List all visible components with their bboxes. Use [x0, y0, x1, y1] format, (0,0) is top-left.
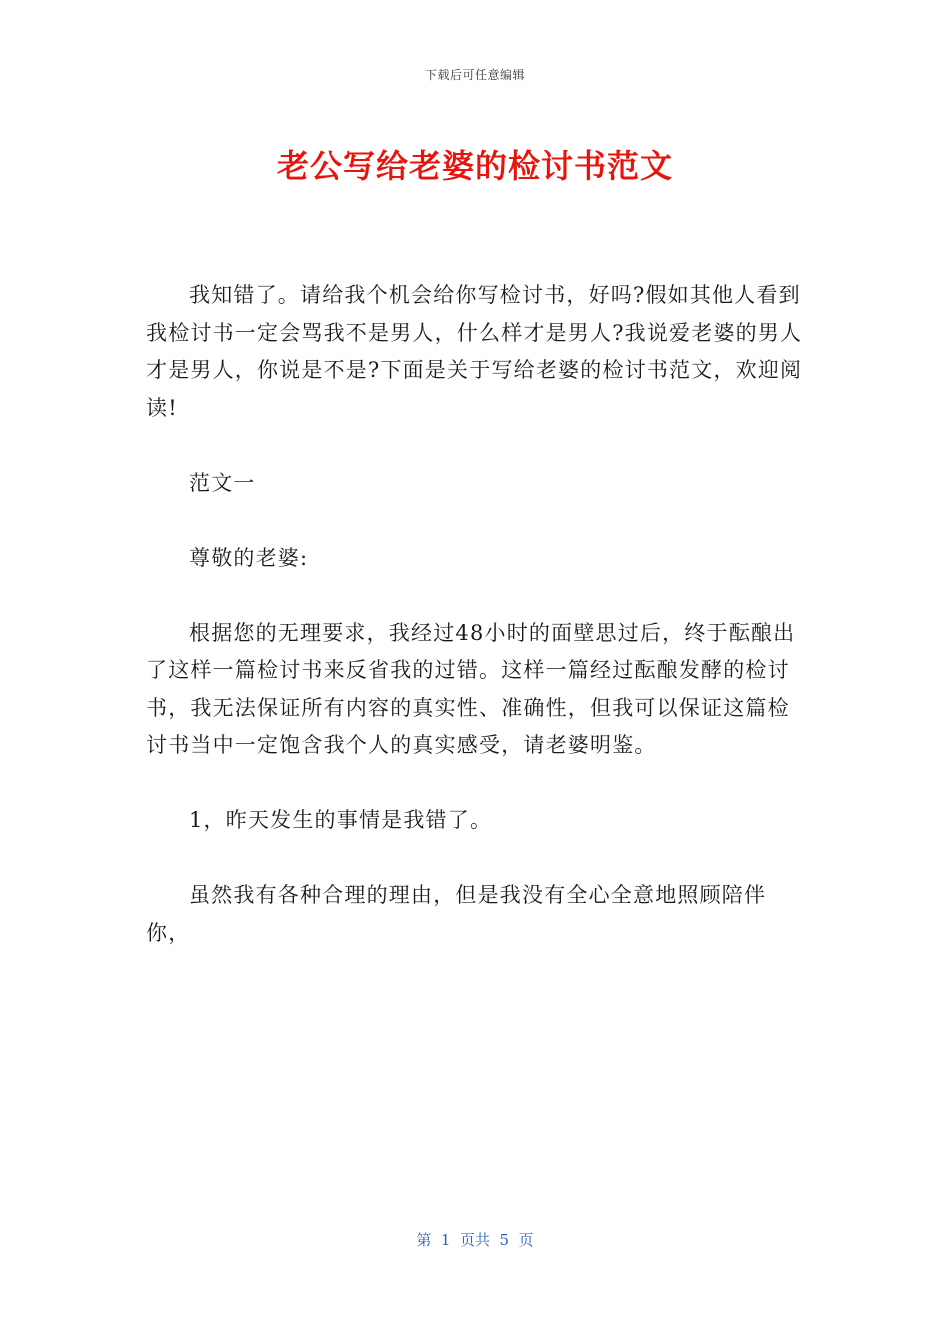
- page-header-note: 下载后可任意编辑: [424, 68, 525, 82]
- paragraph-body-2: 虽然我有各种合理的理由，但是我没有全心全意地照顾陪伴你，: [146, 883, 767, 945]
- page-number-footer: 第 1 页共 5 页: [416, 1231, 534, 1249]
- document-title: 老公写给老婆的检讨书范文: [276, 147, 673, 185]
- paragraph-intro: 我知错了。请给我个机会给你写检讨书，好吗?假如其他人看到我检讨书一定会骂我不是男人，什么样才是男人?我说爱老婆的男人才是男人，你说是不是?下面是关于写给老婆的检讨书范文，欢迎阅读!: [146, 283, 803, 420]
- document-body: [146, 277, 806, 990]
- paragraph-body-1: 根据您的无理要求，我经过48小时的面壁思过后，终于酝酿出了这样一篇检讨书来反省我的过错。这样一篇经过酝酿发酵的检讨书，我无法保证所有内容的真实性、准确性，但我可以保证这篇检讨书当中一定饱含我个人的真实感受，请老婆明鉴。: [146, 620, 796, 757]
- paragraph-salutation: 尊敬的老婆:: [189, 545, 309, 570]
- paragraph-sample-heading: 范文一: [189, 470, 256, 495]
- paragraph-point-1: 1，昨天发生的事情是我错了。: [189, 808, 493, 832]
